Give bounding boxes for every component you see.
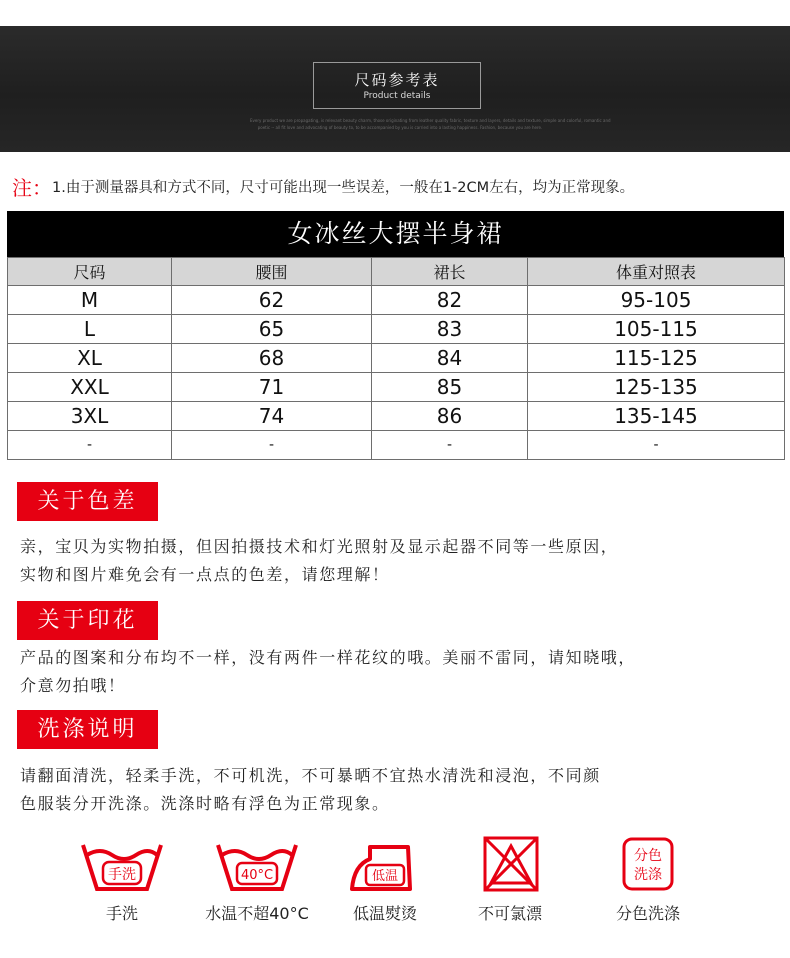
care-label-low-temp-iron: 低温熨烫 bbox=[352, 904, 417, 923]
hand-wash-icon-text: 手洗 bbox=[108, 867, 136, 883]
care-item-wash-separately bbox=[583, 835, 713, 924]
cell-waist: 71 bbox=[172, 373, 372, 402]
color-difference-line-1: 亲，宝贝为实物拍摄，但因拍摄技术和灯光照射及显示起器不同等一些原因， bbox=[20, 537, 619, 556]
print-line-1: 产品的图案和分布均不一样，没有两件一样花纹的哦。美丽不雷同，请知晓哦， bbox=[20, 648, 637, 667]
cell-waist: 74 bbox=[172, 402, 372, 431]
wash-40c-icon-text: 40°C bbox=[240, 868, 274, 883]
color-difference-text bbox=[20, 533, 780, 589]
cell-size: XXL bbox=[8, 373, 172, 402]
care-label-wash-40c: 水温不超40°C bbox=[205, 904, 309, 923]
size-table-title: 女冰丝大摆半身裙 bbox=[7, 211, 784, 257]
cell-weight: 115-125 bbox=[528, 344, 785, 373]
wash-separately-icon bbox=[603, 835, 693, 895]
care-item-hand-wash bbox=[57, 835, 187, 924]
banner-title: 尺码参考表 bbox=[354, 71, 440, 89]
table-row bbox=[8, 402, 785, 431]
washing-line-2: 色服装分开洗涤。洗涤时略有浮色为正常现象。 bbox=[20, 794, 390, 813]
low-temp-iron-icon-text: 低温 bbox=[371, 869, 399, 884]
cell-weight: 125-135 bbox=[528, 373, 785, 402]
cell-weight: - bbox=[528, 431, 785, 460]
measurement-note bbox=[12, 172, 634, 201]
print-line-2: 介意勿拍哦！ bbox=[20, 676, 126, 695]
wash-separately-icon-text-1: 分色 bbox=[634, 848, 662, 864]
wash-separately-icon-text-2: 洗涤 bbox=[634, 867, 662, 883]
care-label-wash-separately: 分色洗涤 bbox=[615, 904, 680, 923]
note-label: 注： bbox=[12, 176, 52, 200]
table-row bbox=[8, 315, 785, 344]
cell-size: - bbox=[8, 431, 172, 460]
table-row bbox=[8, 373, 785, 402]
cell-size: 3XL bbox=[8, 402, 172, 431]
color-difference-heading: 关于色差 bbox=[17, 482, 158, 521]
washing-text bbox=[20, 762, 780, 818]
care-item-wash-40c bbox=[192, 835, 322, 924]
header-size: 尺码 bbox=[8, 258, 172, 286]
care-label-hand-wash: 手洗 bbox=[105, 904, 138, 923]
no-bleach-icon bbox=[465, 835, 555, 895]
table-row bbox=[8, 286, 785, 315]
banner-fine-print-1: Every product we are propagating, is relevant beauty charm, those originating from leather quality fabric, texture and layers, details and texture, simple and colorful, romantic and bbox=[250, 118, 611, 123]
print-heading: 关于印花 bbox=[17, 601, 158, 640]
print-text bbox=[20, 644, 780, 700]
washing-heading: 洗涤说明 bbox=[17, 710, 158, 749]
cell-length: - bbox=[372, 431, 528, 460]
header-length: 裙长 bbox=[372, 258, 528, 286]
cell-waist: 68 bbox=[172, 344, 372, 373]
header-banner bbox=[0, 26, 790, 152]
color-difference-line-2: 实物和图片难免会有一点点的色差，请您理解！ bbox=[20, 565, 390, 584]
banner-subtitle: Product details bbox=[363, 91, 431, 101]
care-item-no-bleach bbox=[445, 835, 575, 924]
table-row bbox=[8, 431, 785, 460]
table-row bbox=[8, 344, 785, 373]
note-text: 1.由于测量器具和方式不同，尺寸可能出现一些误差，一般在1-2CM左右，均为正常现象。 bbox=[52, 180, 635, 196]
header-waist: 腰围 bbox=[172, 258, 372, 286]
cell-weight: 105-115 bbox=[528, 315, 785, 344]
cell-length: 82 bbox=[372, 286, 528, 315]
cell-size: XL bbox=[8, 344, 172, 373]
cell-length: 84 bbox=[372, 344, 528, 373]
low-temp-iron-icon bbox=[340, 835, 430, 895]
cell-size: L bbox=[8, 315, 172, 344]
cell-weight: 95-105 bbox=[528, 286, 785, 315]
cell-length: 83 bbox=[372, 315, 528, 344]
banner-fine-print-2: poetic -- all fit love and advocating of beauty to, to be accompanied by you is carried into a lasting happiness. Fashion, because you are here. bbox=[257, 125, 543, 130]
size-table-header-row bbox=[8, 258, 785, 286]
washing-line-1: 请翻面清洗，轻柔手洗，不可机洗，不可暴晒不宜热水清洗和浸泡，不同颜 bbox=[20, 766, 601, 785]
banner-title-box bbox=[313, 62, 481, 109]
cell-waist: 65 bbox=[172, 315, 372, 344]
cell-length: 85 bbox=[372, 373, 528, 402]
care-item-low-temp-iron bbox=[320, 835, 450, 924]
cell-length: 86 bbox=[372, 402, 528, 431]
cell-waist: 62 bbox=[172, 286, 372, 315]
hand-wash-icon bbox=[77, 835, 167, 895]
cell-size: M bbox=[8, 286, 172, 315]
header-weight: 体重对照表 bbox=[528, 258, 785, 286]
size-table bbox=[7, 257, 785, 460]
cell-weight: 135-145 bbox=[528, 402, 785, 431]
care-label-no-bleach: 不可氯漂 bbox=[477, 904, 542, 923]
wash-40c-icon bbox=[212, 835, 302, 895]
cell-waist: - bbox=[172, 431, 372, 460]
